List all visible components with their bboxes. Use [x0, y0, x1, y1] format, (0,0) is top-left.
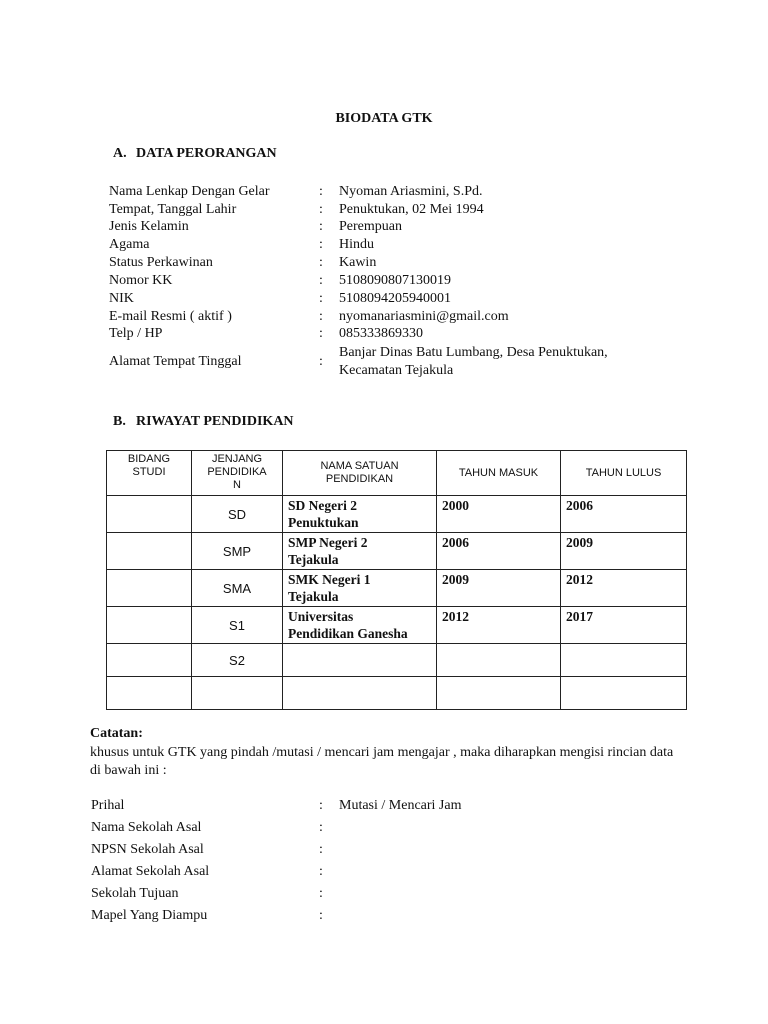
table-row [107, 677, 687, 710]
field-colon: : [319, 842, 323, 857]
field-label: Telp / HP [109, 326, 163, 341]
personal-row [0, 325, 768, 343]
field-label: Prihal [91, 798, 125, 813]
cell-bidang [107, 644, 192, 677]
cell-jenjang: SMP [192, 533, 283, 570]
cell-jenjang: S2 [192, 644, 283, 677]
field-colon: : [319, 798, 323, 813]
table-header-row [107, 451, 687, 496]
field-value: 5108094205940001 [339, 291, 451, 306]
field-label: E-mail Resmi ( aktif ) [109, 309, 232, 324]
table-row [107, 496, 687, 533]
field-value: 085333869330 [339, 326, 423, 341]
cell-nama-line: Tejakula [288, 552, 339, 567]
header-line: NAMA SATUAN [320, 460, 399, 472]
cell-bidang [107, 677, 192, 710]
section-b-label: RIWAYAT PENDIDIKAN [136, 414, 294, 429]
personal-row [0, 201, 768, 219]
cell-lulus: 2006 [561, 496, 687, 533]
cell-nama [283, 677, 437, 710]
cell-jenjang [192, 677, 283, 710]
field-label: NPSN Sekolah Asal [91, 842, 204, 857]
section-a-number: A. [113, 146, 127, 161]
section-b-heading [113, 414, 294, 430]
field-value: Kawin [339, 255, 377, 270]
cell-nama-line: SD Negeri 2 [288, 498, 357, 513]
field-colon: : [319, 908, 323, 923]
field-colon: : [319, 202, 323, 217]
cell-jenjang: S1 [192, 607, 283, 644]
field-value: Mutasi / Mencari Jam [339, 798, 462, 813]
field-label: Status Perkawinan [109, 255, 213, 270]
header-line: N [233, 479, 241, 491]
cell-masuk [437, 677, 561, 710]
mutasi-row [0, 819, 768, 837]
field-colon: : [319, 326, 323, 341]
cell-masuk: 2009 [437, 570, 561, 607]
cell-nama [283, 607, 437, 644]
cell-nama-line: SMP Negeri 2 [288, 535, 368, 550]
mutasi-row [0, 797, 768, 815]
field-label: Jenis Kelamin [109, 219, 189, 234]
field-colon: : [319, 255, 323, 270]
field-value: Perempuan [339, 219, 402, 234]
table-row [107, 570, 687, 607]
mutasi-row [0, 907, 768, 925]
cell-nama-line: Universitas [288, 609, 354, 624]
field-label: Tempat, Tanggal Lahir [109, 202, 237, 217]
header-bidang-studi [107, 451, 192, 496]
cell-bidang [107, 607, 192, 644]
field-colon: : [319, 237, 323, 252]
header-line: STUDI [132, 466, 166, 478]
cell-masuk: 2012 [437, 607, 561, 644]
cell-lulus: 2012 [561, 570, 687, 607]
cell-nama [283, 496, 437, 533]
field-colon: : [319, 820, 323, 835]
cell-masuk: 2006 [437, 533, 561, 570]
cell-jenjang: SMA [192, 570, 283, 607]
cell-nama-line: Penuktukan [288, 515, 359, 530]
field-value: Penuktukan, 02 Mei 1994 [339, 202, 484, 217]
header-nama-satuan [283, 451, 437, 496]
cell-lulus [561, 677, 687, 710]
field-colon: : [319, 864, 323, 879]
note-heading: Catatan: [90, 726, 143, 741]
field-colon: : [319, 886, 323, 901]
section-a-heading [113, 146, 277, 162]
header-tahun-lulus: TAHUN LULUS [561, 451, 687, 496]
field-colon: : [319, 273, 323, 288]
personal-row [0, 236, 768, 254]
document-title: BIODATA GTK [335, 111, 433, 126]
field-colon: : [319, 354, 323, 369]
header-jenjang [192, 451, 283, 496]
cell-lulus [561, 644, 687, 677]
mutasi-row [0, 885, 768, 903]
header-line: BIDANG [127, 453, 171, 465]
field-label: Nomor KK [109, 273, 173, 288]
cell-bidang [107, 533, 192, 570]
personal-row [0, 308, 768, 326]
mutasi-row [0, 863, 768, 881]
field-label: Agama [109, 237, 150, 252]
field-label: Alamat Sekolah Asal [91, 864, 210, 879]
cell-nama-line: Tejakula [288, 589, 339, 604]
personal-row [0, 254, 768, 272]
cell-masuk [437, 644, 561, 677]
cell-lulus: 2009 [561, 533, 687, 570]
header-line: PENDIDIKA [207, 466, 267, 478]
personal-row [0, 218, 768, 236]
cell-jenjang: SD [192, 496, 283, 533]
field-colon: : [319, 309, 323, 324]
field-value: 5108090807130019 [339, 273, 451, 288]
field-label: NIK [109, 291, 134, 306]
personal-row [0, 290, 768, 308]
field-value-line1: Banjar Dinas Batu Lumbang, Desa Penuktukan, [339, 345, 608, 360]
field-label: Nama Lenkap Dengan Gelar [109, 184, 270, 199]
cell-bidang [107, 496, 192, 533]
cell-nama [283, 644, 437, 677]
table-row [107, 533, 687, 570]
header-tahun-masuk: TAHUN MASUK [437, 451, 561, 496]
field-colon: : [319, 219, 323, 234]
header-line: PENDIDIKAN [325, 473, 394, 485]
field-colon: : [319, 291, 323, 306]
header-line: JENJANG [211, 453, 263, 465]
cell-nama [283, 533, 437, 570]
personal-row-address [0, 344, 768, 380]
field-value: Hindu [339, 237, 374, 252]
cell-nama-line: SMK Negeri 1 [288, 572, 371, 587]
table-row [107, 644, 687, 677]
field-label: Nama Sekolah Asal [91, 820, 202, 835]
note-text: khusus untuk GTK yang pindah /mutasi / mencari jam mengajar , maka diharapkan mengisi rincian data di bawah ini : [90, 745, 674, 778]
field-label: Sekolah Tujuan [91, 886, 179, 901]
field-label: Mapel Yang Diampu [91, 908, 208, 923]
cell-lulus: 2017 [561, 607, 687, 644]
field-value: nyomanariasmini@gmail.com [339, 309, 509, 324]
field-value: Nyoman Ariasmini, S.Pd. [339, 184, 483, 199]
education-table [106, 450, 687, 710]
field-value-line2: Kecamatan Tejakula [339, 363, 454, 378]
mutasi-row [0, 841, 768, 859]
field-label: Alamat Tempat Tinggal [109, 354, 242, 369]
section-a-label: DATA PERORANGAN [136, 146, 277, 161]
field-colon: : [319, 184, 323, 199]
section-b-number: B. [113, 414, 126, 429]
cell-bidang [107, 570, 192, 607]
cell-nama [283, 570, 437, 607]
personal-row [0, 272, 768, 290]
personal-row [0, 183, 768, 201]
cell-nama-line: Pendidikan Ganesha [288, 626, 408, 641]
table-row [107, 607, 687, 644]
cell-masuk: 2000 [437, 496, 561, 533]
